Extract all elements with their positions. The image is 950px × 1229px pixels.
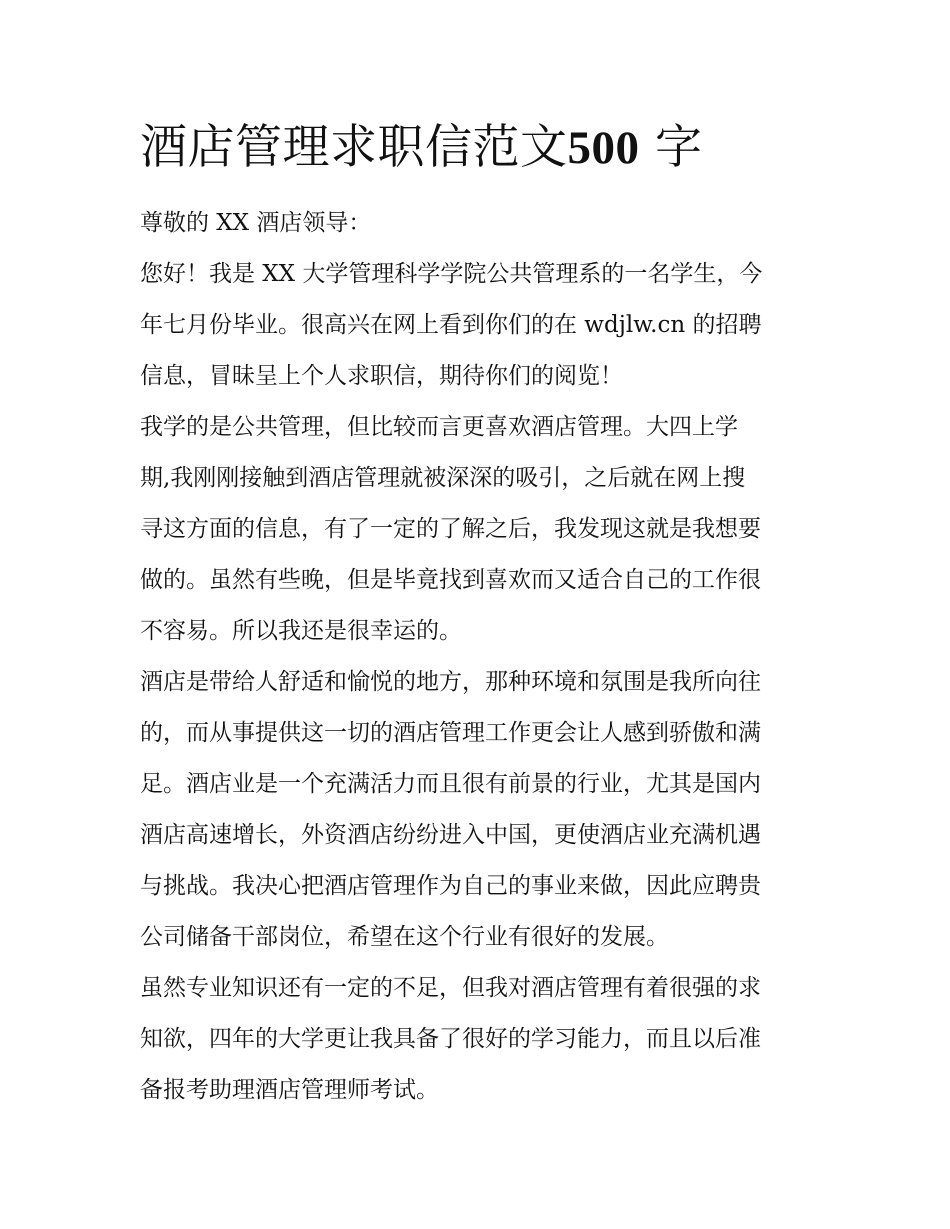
paragraph-line: 足。酒店业是一个充满活力而且很有前景的行业，尤其是国内 [140, 771, 761, 797]
paragraph-line: 不容易。所以我还是很幸运的。 [140, 618, 462, 644]
paragraph-line: 我学的是公共管理，但比较而言更喜欢酒店管理。大四上学 [140, 414, 738, 440]
paragraph-line: 期,我刚刚接触到酒店管理就被深深的吸引，之后就在网上搜 [140, 465, 746, 491]
title-suffix: 字 [654, 120, 703, 175]
paragraph-ability [140, 963, 812, 1116]
salutation: 尊敬的 XX 酒店领导： [140, 210, 372, 236]
paragraph-line: 备报考助理酒店管理师考试。 [140, 1077, 439, 1103]
title-text: 酒店管理求职信范文 [140, 120, 568, 175]
paragraph-line: 酒店是带给人舒适和愉悦的地方，那种环境和氛围是我所向往 [140, 669, 761, 695]
paragraph-line: 虽然专业知识还有一定的不足，但我对酒店管理有着很强的求 [140, 975, 761, 1001]
paragraph-line: 寻这方面的信息，有了一定的了解之后，我发现这就是我想要 [140, 516, 761, 542]
paragraph-line: 公司储备干部岗位，希望在这个行业有很好的发展。 [140, 924, 669, 950]
paragraph-line: 您好！我是 XX 大学管理科学学院公共管理系的一名学生，今 [140, 261, 763, 287]
paragraph-motivation [140, 657, 812, 963]
letter-body [140, 198, 812, 1116]
paragraph-line: 信息，冒昧呈上个人求职信，期待你们的阅览！ [140, 363, 623, 389]
paragraph-line: 与挑战。我决心把酒店管理作为自己的事业来做，因此应聘贵 [140, 873, 761, 899]
paragraph-line: 的，而从事提供这一切的酒店管理工作更会让人感到骄傲和满 [140, 720, 761, 746]
paragraph-major [140, 402, 812, 657]
paragraph-line: 年七月份毕业。很高兴在网上看到你们的在 wdjlw.cn 的招聘 [140, 312, 762, 338]
title-number: 500 [567, 122, 640, 174]
paragraph-line: 做的。虽然有些晚，但是毕竟找到喜欢而又适合自己的工作很 [140, 567, 761, 593]
paragraph-line: 知欲，四年的大学更让我具备了很好的学习能力，而且以后准 [140, 1026, 761, 1052]
document-title [140, 116, 840, 180]
paragraph-greeting [140, 249, 812, 402]
paragraph-line: 酒店高速增长，外资酒店纷纷进入中国，更使酒店业充满机遇 [140, 822, 761, 848]
